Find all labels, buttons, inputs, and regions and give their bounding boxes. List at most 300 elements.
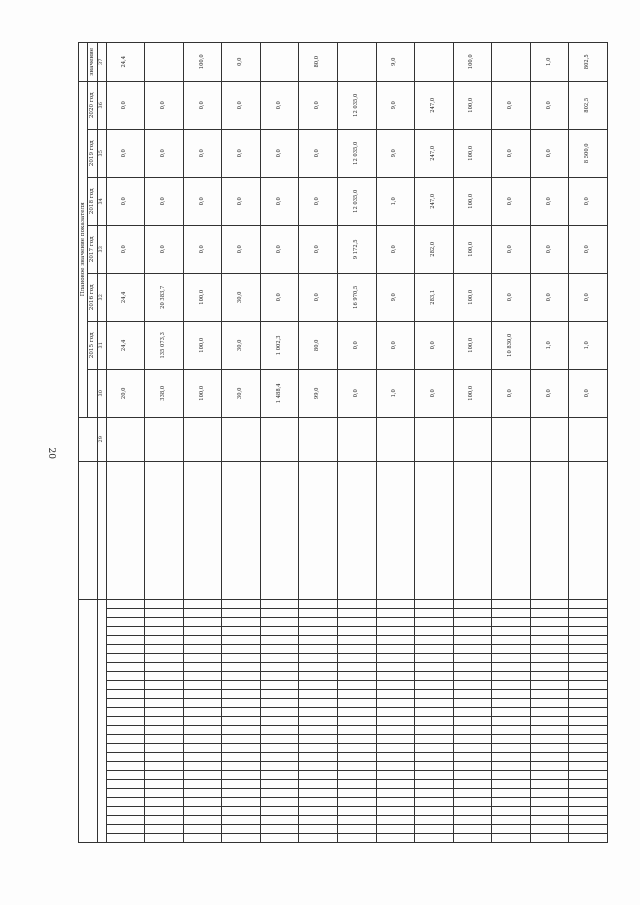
value-cell: 0,0: [222, 81, 261, 129]
value-cell: 0,0: [569, 225, 608, 273]
value-cell: 30,0: [222, 273, 261, 321]
code-digit-cell: [569, 807, 608, 816]
code-digit-cell: [530, 834, 569, 843]
code-digit-cell: [376, 825, 415, 834]
code-digit-cell: [453, 627, 492, 636]
value-cell: 1,0: [530, 321, 569, 369]
code-digit-cell: [415, 717, 454, 726]
code-digit-cell: [376, 636, 415, 645]
value-cell: 0,0: [492, 273, 531, 321]
code-digit-cell: [145, 627, 184, 636]
code-digit-cell: [106, 699, 145, 708]
code-digit-cell: [299, 726, 338, 735]
code-digit-cell: [183, 663, 222, 672]
code-digit-cell: [183, 744, 222, 753]
value-cell: 0,0: [106, 81, 145, 129]
code-digit-cell: [145, 735, 184, 744]
value-cell: 10 830,0: [492, 321, 531, 369]
indicator-description-cell: [299, 461, 338, 599]
code-digit-cell: [530, 699, 569, 708]
code-digit-cell: [106, 744, 145, 753]
code-digit-cell: [569, 599, 608, 608]
code-digit-cell: [453, 762, 492, 771]
code-digit-cell: [299, 825, 338, 834]
header-planned-values: Плановое значение показателя: [79, 81, 88, 417]
table-row: [569, 42, 608, 842]
indicator-description-cell: [453, 461, 492, 599]
code-digit-cell: [145, 753, 184, 762]
code-digit-cell: [183, 789, 222, 798]
table-row: [106, 42, 145, 842]
code-digit-cell: [222, 699, 261, 708]
code-digit-cell: [106, 599, 145, 608]
value-cell: 0,0: [106, 225, 145, 273]
code-digit-cell: [145, 798, 184, 807]
unit-cell: [530, 417, 569, 461]
code-digit-cell: [569, 699, 608, 708]
code-digit-cell: [492, 599, 531, 608]
code-digit-cell: [260, 627, 299, 636]
value-cell: 802,5: [569, 81, 608, 129]
code-digit-cell: [415, 699, 454, 708]
header-name: [79, 461, 98, 599]
code-digit-cell: [183, 681, 222, 690]
code-digit-cell: [337, 708, 376, 717]
value-cell: 9 172,5: [337, 225, 376, 273]
code-digit-cell: [415, 681, 454, 690]
code-digit-cell: [530, 789, 569, 798]
code-digit-cell: [376, 771, 415, 780]
value-cell: 8 500,0: [569, 129, 608, 177]
table-row: [415, 42, 454, 842]
header-year-2015: 2015 год: [88, 321, 97, 369]
unit-cell: [183, 417, 222, 461]
code-digit-cell: [492, 654, 531, 663]
code-digit-cell: [299, 834, 338, 843]
code-digit-cell: [260, 726, 299, 735]
code-digit-cell: [106, 780, 145, 789]
code-digit-cell: [415, 798, 454, 807]
code-digit-cell: [492, 708, 531, 717]
code-digit-cell: [299, 699, 338, 708]
value-cell: 100,0: [453, 369, 492, 417]
code-digit-cell: [376, 663, 415, 672]
code-digit-cell: [337, 735, 376, 744]
code-digit-cell: [106, 798, 145, 807]
value-cell: 135 073,3: [145, 321, 184, 369]
code-digit-cell: [183, 753, 222, 762]
code-digit-cell: [415, 789, 454, 798]
code-digit-cell: [222, 717, 261, 726]
table-row: [453, 42, 492, 842]
code-digit-cell: [299, 618, 338, 627]
value-cell: 338,0: [145, 369, 184, 417]
code-digit-cell: [106, 654, 145, 663]
code-digit-cell: [106, 609, 145, 618]
code-digit-cell: [376, 753, 415, 762]
code-digit-cell: [183, 636, 222, 645]
code-digit-cell: [415, 735, 454, 744]
code-digit-cell: [453, 681, 492, 690]
code-digit-cell: [530, 609, 569, 618]
value-cell: [337, 42, 376, 81]
value-cell: 0,0: [183, 81, 222, 129]
code-digit-cell: [106, 762, 145, 771]
code-digit-cell: [337, 789, 376, 798]
value-cell: 100,0: [183, 321, 222, 369]
code-digit-cell: [337, 753, 376, 762]
code-digit-cell: [415, 618, 454, 627]
unit-cell: [453, 417, 492, 461]
code-digit-cell: [530, 663, 569, 672]
code-digit-cell: [145, 618, 184, 627]
unit-cell: [376, 417, 415, 461]
unit-cell: [260, 417, 299, 461]
indicator-description-cell: [145, 461, 184, 599]
code-digit-cell: [337, 717, 376, 726]
code-digit-cell: [260, 789, 299, 798]
code-digit-cell: [376, 609, 415, 618]
code-digit-cell: [415, 762, 454, 771]
code-digit-cell: [453, 780, 492, 789]
code-digit-cell: [106, 645, 145, 654]
code-digit-cell: [569, 825, 608, 834]
code-digit-cell: [106, 726, 145, 735]
code-digit-cell: [453, 834, 492, 843]
value-cell: 1 002,3: [260, 321, 299, 369]
code-digit-cell: [453, 654, 492, 663]
code-digit-cell: [415, 780, 454, 789]
code-digit-cell: [492, 798, 531, 807]
value-cell: 283,1: [415, 273, 454, 321]
code-digit-cell: [222, 708, 261, 717]
code-digit-cell: [530, 771, 569, 780]
code-digit-cell: [183, 780, 222, 789]
code-digit-cell: [569, 798, 608, 807]
code-digit-cell: [376, 816, 415, 825]
code-digit-cell: [260, 816, 299, 825]
code-digit-cell: [222, 807, 261, 816]
value-cell: 0,0: [222, 129, 261, 177]
code-digit-cell: [376, 645, 415, 654]
code-digit-cell: [492, 645, 531, 654]
code-digit-cell: [569, 627, 608, 636]
code-digit-cell: [183, 726, 222, 735]
colnum-33: 33: [97, 225, 106, 273]
code-digit-cell: [492, 753, 531, 762]
code-digit-cell: [222, 753, 261, 762]
code-digit-cell: [492, 771, 531, 780]
header-final-value: значение: [88, 42, 97, 81]
value-cell: 0,0: [260, 81, 299, 129]
code-digit-cell: [145, 744, 184, 753]
code-digit-cell: [569, 717, 608, 726]
value-cell: 0,0: [492, 369, 531, 417]
value-cell: 12 035,0: [337, 81, 376, 129]
code-digit-cell: [222, 654, 261, 663]
header-final: [79, 42, 88, 81]
code-digit-cell: [299, 762, 338, 771]
code-digit-cell: [222, 798, 261, 807]
value-cell: 0,0: [299, 129, 338, 177]
header-year-2018: 2018 год: [88, 177, 97, 225]
value-cell: 0,0: [492, 225, 531, 273]
code-digit-cell: [260, 717, 299, 726]
code-digit-cell: [453, 744, 492, 753]
code-digit-cell: [415, 816, 454, 825]
code-digit-cell: [530, 690, 569, 699]
code-digit-cell: [299, 627, 338, 636]
code-digit-cell: [260, 654, 299, 663]
code-digit-cell: [337, 726, 376, 735]
code-digit-cell: [183, 645, 222, 654]
code-digit-cell: [222, 762, 261, 771]
code-digit-cell: [376, 672, 415, 681]
value-cell: 0,0: [299, 81, 338, 129]
code-digit-cell: [453, 690, 492, 699]
code-digit-cell: [260, 798, 299, 807]
value-cell: 1,0: [376, 177, 415, 225]
rotated-content: [40, 35, 600, 855]
code-digit-cell: [106, 771, 145, 780]
code-digit-cell: [569, 654, 608, 663]
value-cell: 1,0: [376, 369, 415, 417]
value-cell: 30,0: [222, 369, 261, 417]
code-digit-cell: [222, 672, 261, 681]
code-digit-cell: [145, 672, 184, 681]
code-digit-cell: [530, 762, 569, 771]
indicator-description-cell: [569, 461, 608, 599]
code-digit-cell: [106, 753, 145, 762]
code-digit-cell: [337, 599, 376, 608]
code-digit-cell: [492, 672, 531, 681]
code-digit-cell: [183, 771, 222, 780]
code-digit-cell: [453, 807, 492, 816]
code-digit-cell: [415, 690, 454, 699]
code-digit-cell: [260, 609, 299, 618]
code-digit-cell: [453, 717, 492, 726]
code-digit-cell: [530, 645, 569, 654]
code-digit-cell: [569, 618, 608, 627]
code-digit-cell: [222, 636, 261, 645]
code-digit-cell: [145, 771, 184, 780]
code-digit-cell: [569, 816, 608, 825]
header-year-2017: 2017 год: [88, 225, 97, 273]
code-digit-cell: [530, 825, 569, 834]
code-digit-cell: [183, 816, 222, 825]
code-digit-cell: [337, 762, 376, 771]
code-digit-cell: [453, 753, 492, 762]
value-cell: 0,0: [492, 129, 531, 177]
table-row: [222, 42, 261, 842]
code-digit-cell: [376, 690, 415, 699]
value-cell: 0,0: [222, 42, 261, 81]
colnum-34: 34: [97, 177, 106, 225]
code-digit-cell: [453, 726, 492, 735]
value-cell: 0,0: [530, 129, 569, 177]
value-cell: 100,0: [453, 81, 492, 129]
code-digit-cell: [299, 798, 338, 807]
unit-cell: [569, 417, 608, 461]
unit-cell: [492, 417, 531, 461]
value-cell: 0,0: [106, 177, 145, 225]
code-digit-cell: [183, 599, 222, 608]
code-digit-cell: [569, 609, 608, 618]
table-row: [376, 42, 415, 842]
code-digit-cell: [453, 618, 492, 627]
value-cell: 0,0: [299, 225, 338, 273]
colnum-31: 31: [97, 321, 106, 369]
code-digit-cell: [492, 663, 531, 672]
code-digit-cell: [260, 663, 299, 672]
code-digit-cell: [453, 771, 492, 780]
program-indicator-table: [78, 42, 608, 843]
table-row: [183, 42, 222, 842]
code-digit-cell: [145, 825, 184, 834]
code-digit-cell: [145, 816, 184, 825]
table-row: [299, 42, 338, 842]
value-cell: 0,0: [569, 273, 608, 321]
code-digit-cell: [376, 744, 415, 753]
code-digit-cell: [299, 771, 338, 780]
value-cell: 0,0: [337, 321, 376, 369]
value-cell: 0,0: [415, 321, 454, 369]
code-digit-cell: [415, 645, 454, 654]
code-digit-cell: [106, 825, 145, 834]
code-digit-cell: [376, 798, 415, 807]
code-digit-cell: [569, 645, 608, 654]
value-cell: 802,5: [569, 42, 608, 81]
code-digit-cell: [337, 663, 376, 672]
code-digit-cell: [530, 627, 569, 636]
code-digit-cell: [299, 609, 338, 618]
value-cell: [260, 42, 299, 81]
code-digit-cell: [260, 708, 299, 717]
code-digit-cell: [222, 618, 261, 627]
code-digit-cell: [260, 762, 299, 771]
code-digit-cell: [299, 663, 338, 672]
code-digit-cell: [183, 834, 222, 843]
header-year-base: [88, 369, 97, 417]
code-digit-cell: [260, 699, 299, 708]
code-digit-cell: [299, 690, 338, 699]
code-digit-cell: [530, 798, 569, 807]
code-digit-cell: [337, 807, 376, 816]
indicator-description-cell: [183, 461, 222, 599]
value-cell: 247,0: [415, 81, 454, 129]
code-digit-cell: [222, 690, 261, 699]
code-digit-cell: [337, 690, 376, 699]
code-digit-cell: [106, 735, 145, 744]
code-digit-cell: [106, 717, 145, 726]
code-digit-cell: [415, 771, 454, 780]
code-digit-cell: [492, 744, 531, 753]
indicator-description-cell: [260, 461, 299, 599]
code-digit-cell: [492, 816, 531, 825]
value-cell: 20,0: [106, 369, 145, 417]
code-digit-cell: [415, 744, 454, 753]
value-cell: 1,0: [530, 42, 569, 81]
indicator-description-cell: [376, 461, 415, 599]
code-digit-cell: [530, 780, 569, 789]
value-cell: 100,0: [453, 225, 492, 273]
code-digit-cell: [183, 627, 222, 636]
colnum-29: 29: [97, 417, 106, 461]
code-digit-cell: [222, 816, 261, 825]
value-cell: 30,0: [222, 321, 261, 369]
code-digit-cell: [106, 816, 145, 825]
value-cell: 0,0: [222, 225, 261, 273]
code-digit-cell: [145, 789, 184, 798]
code-digit-cell: [145, 681, 184, 690]
value-cell: 0,0: [260, 225, 299, 273]
value-cell: 0,0: [530, 273, 569, 321]
code-digit-cell: [492, 726, 531, 735]
value-cell: 1 488,4: [260, 369, 299, 417]
code-digit-cell: [415, 807, 454, 816]
value-cell: 0,0: [376, 225, 415, 273]
value-cell: 80,0: [299, 321, 338, 369]
code-digit-cell: [106, 708, 145, 717]
value-cell: 24,4: [106, 321, 145, 369]
code-digit-cell: [569, 663, 608, 672]
code-digit-cell: [415, 825, 454, 834]
unit-cell: [222, 417, 261, 461]
code-digit-cell: [222, 780, 261, 789]
code-digit-cell: [337, 654, 376, 663]
code-digit-cell: [376, 717, 415, 726]
code-digit-cell: [569, 672, 608, 681]
code-digit-cell: [299, 735, 338, 744]
code-digit-cell: [492, 834, 531, 843]
code-digit-cell: [376, 834, 415, 843]
code-digit-cell: [337, 771, 376, 780]
code-digit-cell: [260, 599, 299, 608]
code-digit-cell: [222, 834, 261, 843]
code-digit-cell: [260, 672, 299, 681]
code-digit-cell: [183, 672, 222, 681]
code-digit-cell: [376, 780, 415, 789]
code-digit-cell: [260, 735, 299, 744]
table-row: [145, 42, 184, 842]
code-digit-cell: [415, 599, 454, 608]
value-cell: 9,0: [376, 42, 415, 81]
value-cell: [492, 42, 531, 81]
code-digit-cell: [492, 762, 531, 771]
code-digit-cell: [260, 744, 299, 753]
code-digit-cell: [453, 699, 492, 708]
code-digit-cell: [299, 645, 338, 654]
code-digit-cell: [337, 816, 376, 825]
code-digit-cell: [453, 672, 492, 681]
indicator-description-cell: [492, 461, 531, 599]
code-digit-cell: [106, 807, 145, 816]
value-cell: 0,0: [145, 177, 184, 225]
value-cell: 16 970,5: [337, 273, 376, 321]
code-digit-cell: [453, 636, 492, 645]
code-digit-cell: [337, 798, 376, 807]
code-digit-cell: [260, 618, 299, 627]
code-digit-cell: [222, 789, 261, 798]
code-digit-cell: [183, 825, 222, 834]
code-digit-cell: [260, 771, 299, 780]
code-digit-cell: [145, 599, 184, 608]
value-cell: [415, 42, 454, 81]
code-digit-cell: [530, 618, 569, 627]
code-digit-cell: [337, 618, 376, 627]
value-cell: 100,0: [453, 177, 492, 225]
colnum-36: 36: [97, 81, 106, 129]
